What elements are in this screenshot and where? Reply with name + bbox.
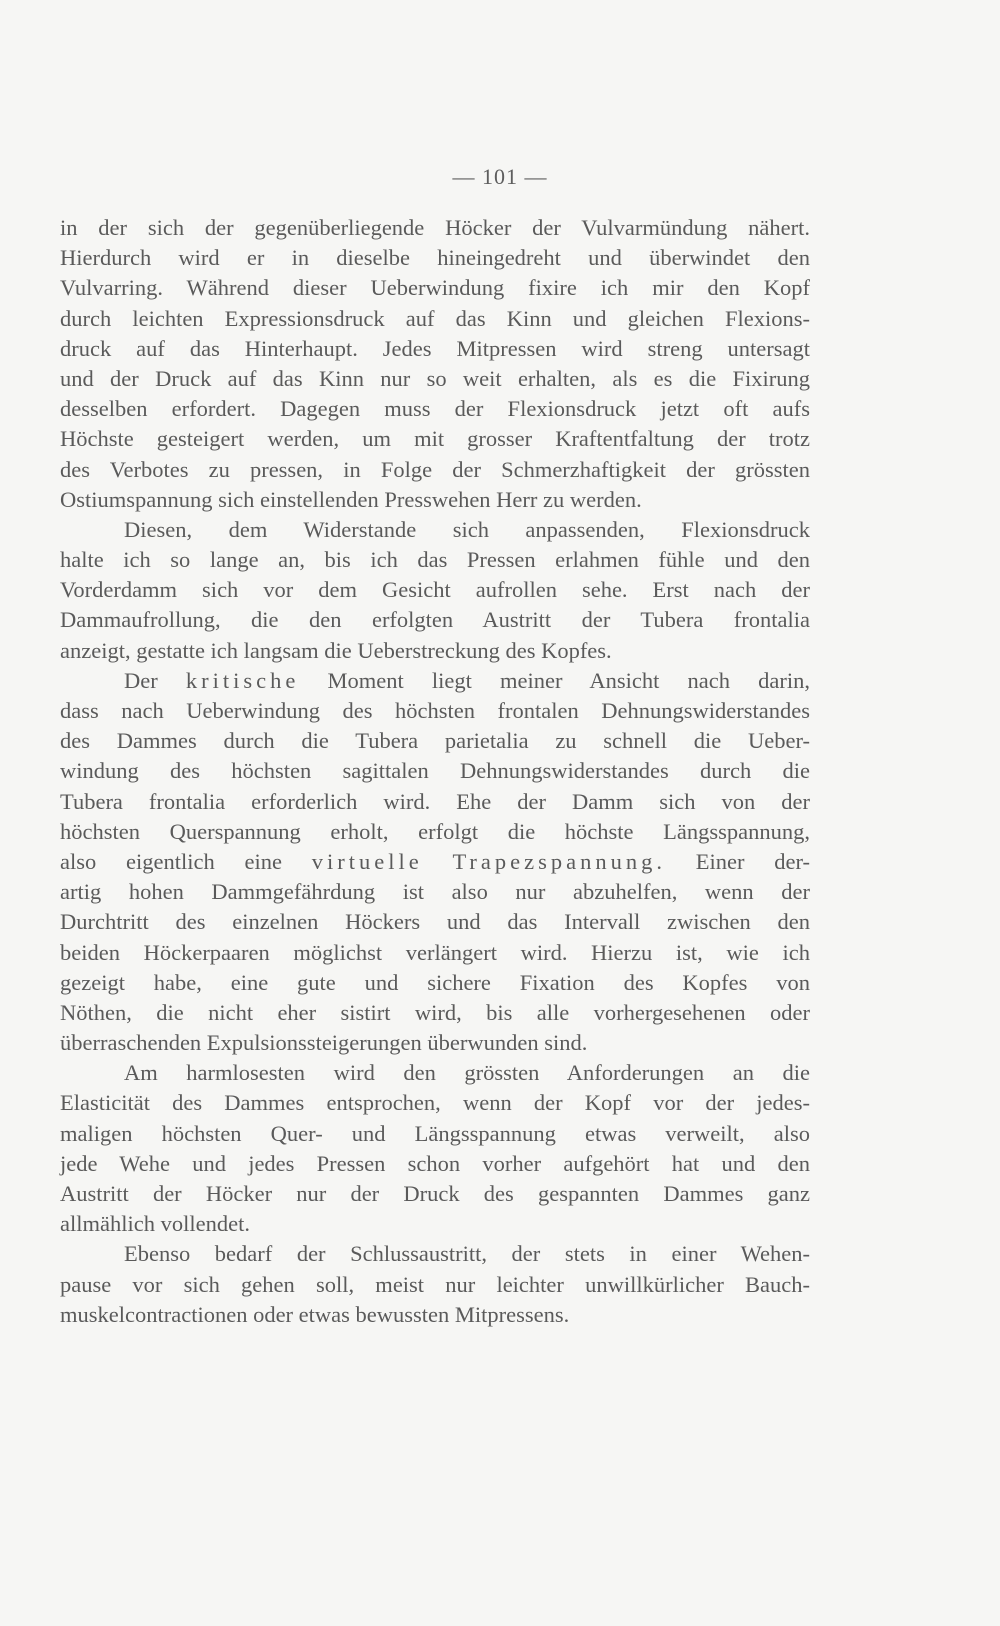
text-line: Elasticität des Dammes entsprochen, wenn der Kopf vor der jedes- bbox=[60, 1090, 810, 1116]
emphasized-word: kritische bbox=[185, 667, 300, 693]
text-line: in der sich der gegenüberliegende Höcker der Vulvarmündung nähert. bbox=[60, 215, 810, 240]
text-line: beiden Höckerpaaren möglichst verlängert wird. Hierzu ist, wie ich bbox=[60, 939, 810, 965]
text-line: höchsten Querspannung erholt, erfolgt die höchste Längsspannung, bbox=[60, 818, 810, 844]
text-line: jede Wehe und jedes Pressen schon vorher aufgehört hat und den bbox=[60, 1150, 810, 1176]
body-text bbox=[60, 213, 810, 1330]
text-line: Vorderdamm sich vor dem Gesicht aufrollen sehe. Erst nach der bbox=[60, 577, 810, 603]
text-line: Austritt der Höcker nur der Druck des gespannten Dammes ganz bbox=[60, 1181, 810, 1206]
text-line: des Verbotes zu pressen, in Folge der Schmerzhaftigkeit der grössten bbox=[60, 456, 810, 482]
text-fragment: Einer der- bbox=[695, 848, 811, 874]
text-line: überraschenden Expulsionssteigerungen überwunden sind. bbox=[60, 1030, 588, 1056]
text-line: Diesen, dem Widerstande sich anpassenden, Flexionsdruck bbox=[124, 516, 810, 542]
text-fragment: Der bbox=[124, 667, 158, 693]
text-line: pause vor sich gehen soll, meist nur leichter unwillkürlicher Bauch- bbox=[60, 1271, 810, 1297]
text-line: Tubera frontalia erforderlich wird. Ehe der Damm sich von der bbox=[60, 788, 810, 814]
text-fragment: Moment liegt meiner Ansicht nach darin, bbox=[327, 667, 810, 693]
text-line: druck auf das Hinterhaupt. Jedes Mitpressen wird streng untersagt bbox=[60, 335, 810, 361]
text-line: windung des höchsten sagittalen Dehnungswiderstandes durch die bbox=[60, 758, 810, 784]
text-line: Am harmlosesten wird den grössten Anforderungen an die bbox=[124, 1060, 810, 1086]
text-line: desselben erfordert. Dagegen muss der Flexionsdruck jetzt oft aufs bbox=[60, 396, 810, 422]
text-line: halte ich so lange an, bis ich das Pressen erlahmen fühle und den bbox=[60, 547, 810, 573]
text-line: muskelcontractionen oder etwas bewussten Mitpressens. bbox=[60, 1301, 570, 1327]
text-line: Höchste gesteigert werden, um mit grosser Kraftentfaltung der trotz bbox=[60, 426, 810, 452]
text-fragment: also eigentlich eine bbox=[60, 848, 282, 874]
text-line bbox=[60, 847, 810, 877]
text-line: Hierdurch wird er in dieselbe hineingedreht und überwindet den bbox=[60, 245, 810, 271]
emphasized-word: virtuelle bbox=[311, 848, 423, 874]
text-line: Ebenso bedarf der Schlussaustritt, der stets in einer Wehen- bbox=[124, 1241, 810, 1267]
text-line: dass nach Ueberwindung des höchsten frontalen Dehnungswiderstandes bbox=[60, 698, 810, 723]
text-line: Nöthen, die nicht eher sistirt wird, bis alle vorhergesehenen oder bbox=[60, 999, 810, 1025]
text-line: anzeigt, gestatte ich langsam die Ueberstreckung des Kopfes. bbox=[60, 637, 612, 663]
text-line: und der Druck auf das Kinn nur so weit erhalten, als es die Fixirung bbox=[60, 365, 810, 391]
text-line: durch leichten Expressionsdruck auf das Kinn und gleichen Flexions- bbox=[60, 305, 810, 331]
text-line: maligen höchsten Quer- und Längsspannung etwas verweilt, also bbox=[60, 1120, 810, 1146]
text-line: Ostiumspannung sich einstellenden Presswehen Herr zu werden. bbox=[60, 486, 642, 512]
text-line: gezeigt habe, eine gute und sichere Fixation des Kopfes von bbox=[60, 969, 810, 995]
text-line: allmählich vollendet. bbox=[60, 1211, 250, 1237]
text-line: Durchtritt des einzelnen Höckers und das Intervall zwischen den bbox=[60, 909, 810, 935]
text-line: Dammaufrollung, die den erfolgten Austritt der Tubera frontalia bbox=[60, 607, 810, 633]
text-line: Vulvarring. Während dieser Ueberwindung fixire ich mir den Kopf bbox=[60, 275, 810, 301]
text-line: artig hohen Dammgefährdung ist also nur abzuhelfen, wenn der bbox=[60, 879, 810, 905]
emphasized-word: Trapezspannung. bbox=[452, 848, 666, 874]
text-line: des Dammes durch die Tubera parietalia zu schnell die Ueber- bbox=[60, 728, 810, 754]
page-number: — 101 — bbox=[452, 164, 548, 189]
text-line bbox=[60, 666, 810, 696]
